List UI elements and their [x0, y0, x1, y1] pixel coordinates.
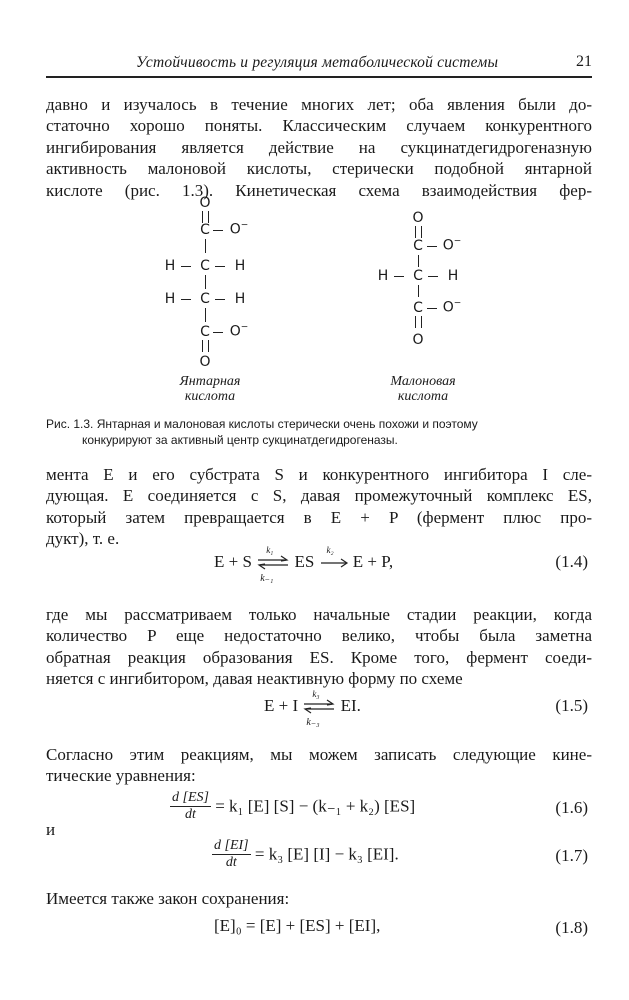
- atom-o: O: [412, 332, 424, 348]
- paragraph-4: [46, 744, 592, 787]
- figure-caption: [46, 416, 592, 448]
- caption-line: Рис. 1.3. Янтарная и малоновая кислоты стерически очень похожи и поэтому: [46, 417, 478, 431]
- equation-body: [214, 545, 394, 585]
- text-line: статочно хорошо поняты. Классическим случаем конкурентного: [46, 116, 592, 136]
- equation-number: (1.4): [555, 552, 588, 571]
- equation-1-7: [46, 838, 592, 878]
- atom-c: C: [200, 222, 210, 238]
- text-line: кислоте (рис. 1.3). Кинетическая схема взаимодействия фер-: [46, 180, 592, 200]
- bond: [427, 308, 437, 309]
- atom-h: H: [234, 258, 246, 274]
- running-title: Устойчивость и регуляция метаболической системы: [136, 54, 499, 71]
- equation-rhs: = k₃ [E] [I] − k₃ [EI].: [254, 844, 399, 864]
- eq-right: E + P,: [352, 552, 394, 571]
- text-line: дукт), т. е.: [46, 529, 120, 549]
- double-bond: [415, 226, 422, 238]
- atom-c: C: [413, 300, 423, 316]
- label-line: Малоновая: [390, 374, 456, 389]
- rate-constant-forward: k₁: [266, 545, 274, 556]
- atom-h: H: [377, 268, 389, 284]
- page-number: 21: [576, 53, 592, 70]
- equation-1-4: [46, 545, 592, 588]
- text-line: Согласно этим реакциям, мы можем записать следующие кине-: [46, 745, 592, 764]
- eq-middle: ES: [294, 552, 315, 571]
- equation-1-8: [46, 914, 592, 954]
- equation-body: [E]₀ = [E] + [ES] + [EI],: [214, 916, 381, 935]
- malonic-acid-label: [363, 374, 483, 404]
- paragraph-3: [46, 604, 592, 690]
- equation-body: [264, 689, 361, 729]
- reversible-arrow: [302, 689, 336, 729]
- atom-o-minus: O−: [442, 298, 462, 316]
- equation-1-6: [46, 790, 592, 830]
- text-line: Имеется также закон сохранения:: [46, 889, 290, 908]
- text-line: дующая. E соединяется с S, давая промежуточный комплекс ES,: [46, 486, 592, 506]
- conjunction: и: [46, 820, 56, 839]
- rate-constant-forward: k₃: [312, 689, 320, 700]
- rate-constant-backward: k₋₁: [260, 573, 274, 585]
- label-line: кислота: [397, 389, 449, 404]
- caption-line: конкурируют за активный центр сукцинатдегидрогеназы.: [82, 433, 398, 447]
- text-line: тические уравнения:: [46, 766, 196, 786]
- equation-number: (1.6): [555, 798, 588, 817]
- atom-o-minus: O−: [442, 236, 462, 254]
- atom-c: C: [200, 324, 210, 340]
- atom-h: H: [234, 291, 246, 307]
- eq-left: E + S: [214, 552, 252, 571]
- atom-o: O: [199, 354, 211, 370]
- fraction-numerator: d [ES]: [172, 790, 209, 805]
- rate-constant-backward: k₋₃: [306, 717, 320, 729]
- atom-c: C: [413, 238, 423, 254]
- label-line: Янтарная: [179, 374, 241, 389]
- atom-c: C: [200, 291, 210, 307]
- fraction-denominator: dt: [185, 807, 196, 822]
- label-line: кислота: [184, 389, 236, 404]
- paragraph-5: [46, 888, 592, 909]
- text-line: ингибирования является действие на сукцинатдегидрогеназную: [46, 137, 592, 157]
- text-line: няется с ингибитором, давая неактивную форму по схеме: [46, 669, 463, 689]
- text-line: активность малоновой кислоты, стерически подобной янтарной: [46, 159, 592, 179]
- eq-left: E + I: [264, 696, 299, 715]
- atom-h: H: [447, 268, 459, 284]
- atom-c: C: [413, 268, 423, 284]
- bond: [427, 246, 437, 247]
- paragraph-2: [46, 464, 592, 550]
- atom-o-minus: O−: [229, 220, 249, 238]
- forward-arrow: [319, 545, 349, 571]
- double-bond: [415, 316, 422, 328]
- fraction-numerator: d [EI]: [214, 838, 249, 853]
- bond: [394, 276, 404, 277]
- text-line: где мы рассматриваем только начальные стадии реакции, когда: [46, 605, 592, 624]
- text-line: количество P еще недостаточно велико, чтобы была заметна: [46, 626, 592, 646]
- atom-o: O: [412, 210, 424, 226]
- text-line: давно и изучалось в течение многих лет; оба явления были до-: [46, 95, 592, 114]
- text-line: мента E и его субстрата S и конкурентного ингибитора I сле-: [46, 465, 592, 484]
- atom-o: O: [199, 195, 211, 211]
- malonic-acid-structure: [0, 0, 629, 410]
- atom-o-minus: O−: [229, 322, 249, 340]
- equation-1-5: [46, 689, 592, 732]
- derivative-fraction: [170, 790, 211, 823]
- atom-h: H: [164, 258, 176, 274]
- bond: [428, 276, 438, 277]
- equation-body: [212, 838, 399, 871]
- text-line: который затем превращается в E + P (фермент плюс про-: [46, 507, 592, 527]
- derivative-fraction: [212, 838, 251, 871]
- bond: [418, 285, 419, 297]
- atom-c: C: [200, 258, 210, 274]
- rate-constant-k2: k₂: [326, 545, 334, 556]
- atom-h: H: [164, 291, 176, 307]
- reversible-arrow: [256, 545, 290, 585]
- fraction-denominator: dt: [225, 855, 237, 870]
- eq-right: EI.: [340, 696, 361, 715]
- equation-rhs: = k₁ [E] [S] − (k₋₁ + k₂) [ES]: [215, 796, 416, 816]
- text-line: обратная реакция образования ES. Кроме того, фермент соеди-: [46, 647, 592, 667]
- equation-number: (1.8): [555, 918, 588, 937]
- equation-number: (1.5): [555, 696, 588, 715]
- equation-number: (1.7): [555, 846, 588, 865]
- bond: [418, 255, 419, 267]
- equation-body: [170, 790, 415, 823]
